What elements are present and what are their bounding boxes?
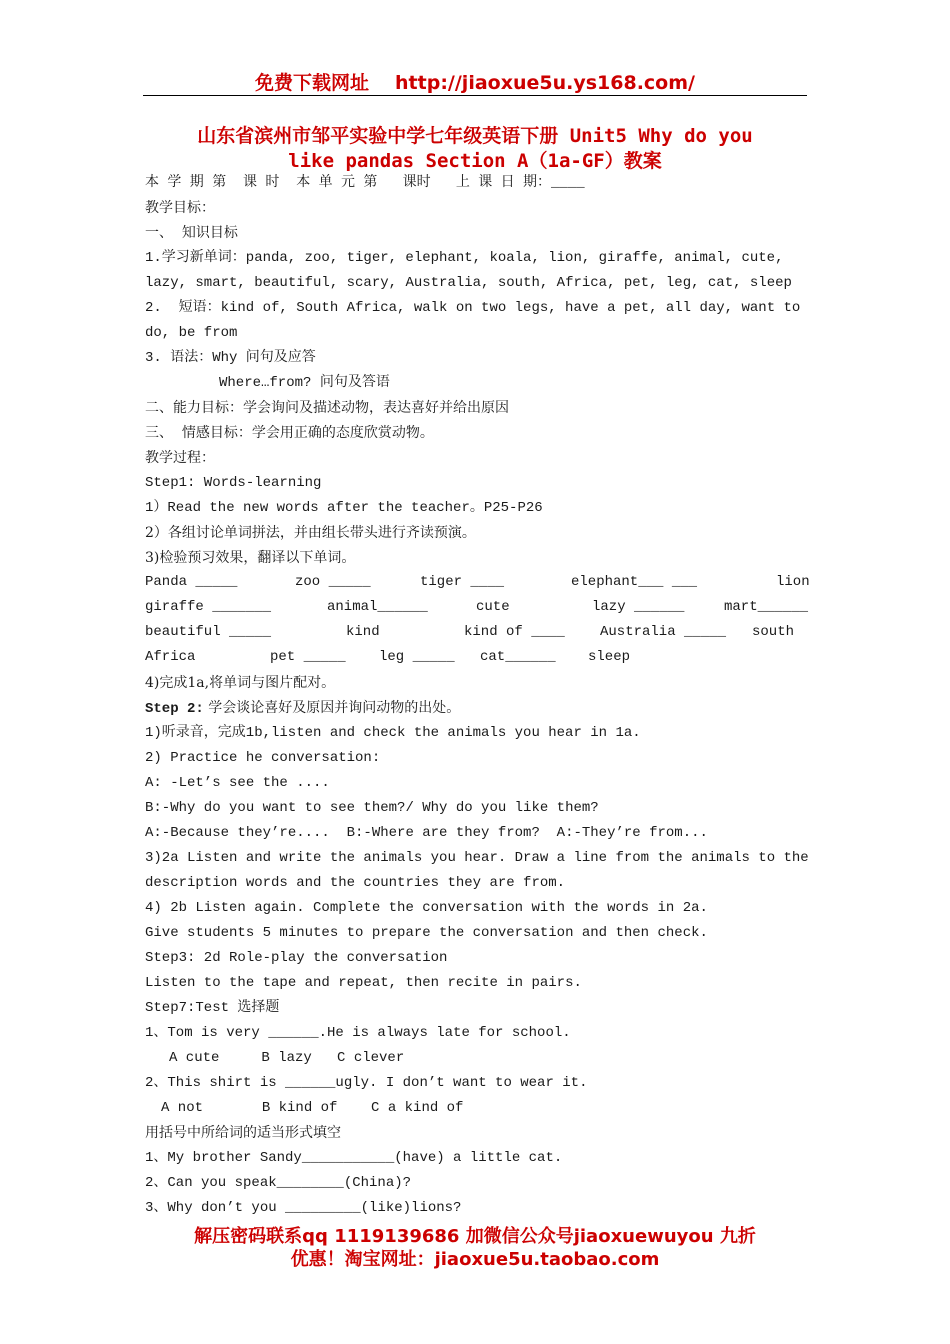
vocab-cell: tiger ____ <box>420 574 505 590</box>
doc-title-line2: like pandas Section A（1a-GF）教案 <box>288 150 662 172</box>
vocab-cell: south <box>752 624 795 640</box>
ability-goal: 二、能力目标：学会询问及描述动物，表达喜好并给出原因 <box>145 400 509 416</box>
download-header <box>0 68 950 95</box>
new-words-cont: lazy, smart, beautiful, scary, Australia, south, Africa, pet, leg, cat, sleep <box>145 275 792 291</box>
vocab-cell: mart______ <box>724 599 809 615</box>
step3-heading: Step3: 2d Role-play the conversation <box>145 950 448 966</box>
vocab-cell: Panda _____ <box>145 574 238 590</box>
vocab-cell: kind of ____ <box>464 624 565 640</box>
step1-item4: 4)完成1a,将单词与图片配对。 <box>145 675 336 691</box>
vocab-cell: zoo _____ <box>295 574 371 590</box>
test-q2-options: A not B kind of C a kind of <box>161 1100 464 1116</box>
vocab-cell: animal______ <box>327 599 428 615</box>
step3-desc: Listen to the tape and repeat, then recite in pairs. <box>145 975 582 991</box>
step2-desc: 学会谈论喜好及原因并询问动物的出处。 <box>203 700 461 716</box>
grammar-line: 3. 语法：Why 问句及应答 <box>145 350 316 366</box>
step2-label: Step 2: <box>145 701 204 717</box>
dialog-a2: A:-Because they’re.... B:-Where are they from? A:-They’re from... <box>145 825 708 841</box>
fill-q2: 2、Can you speak________(China)? <box>145 1175 412 1191</box>
section-heading-process: 教学过程： <box>145 450 215 466</box>
vocab-cell: lazy ______ <box>592 599 685 615</box>
test-q1: 1、Tom is very ______.He is always late for school. <box>145 1025 571 1041</box>
phrases-line: 2. 短语：kind of, South Africa, walk on two legs, have a pet, all day, want to <box>145 300 801 316</box>
vocab-cell: elephant___ ___ <box>571 574 698 590</box>
section-heading-goals: 教学目标： <box>145 200 215 216</box>
vocab-cell: sleep <box>588 649 631 665</box>
test-q2: 2、This shirt is ______ugly. I don’t want to wear it. <box>145 1075 588 1091</box>
vocab-cell: pet _____ <box>270 649 346 665</box>
phrases-cont: do, be from <box>145 325 238 341</box>
vocab-cell: leg _____ <box>379 649 455 665</box>
grammar-cont: Where…from? 问句及答语 <box>219 375 390 391</box>
vocab-cell: beautiful _____ <box>145 624 272 640</box>
fill-q1: 1、My brother Sandy___________(have) a little cat. <box>145 1150 563 1166</box>
knowledge-goal: 一、 知识目标 <box>145 225 238 241</box>
vocab-cell: giraffe _______ <box>145 599 272 615</box>
vocab-cell: Africa <box>145 649 196 665</box>
dialog-a1: A: -Let’s see the .... <box>145 775 330 791</box>
emotion-goal: 三、 情感目标：学会用正确的态度欣赏动物。 <box>145 425 434 441</box>
vocab-cell: kind <box>346 624 380 640</box>
header-divider <box>143 95 807 96</box>
footer-shop: 优惠！淘宝网址：jiaoxue5u.taobao.com <box>290 1249 660 1270</box>
step1-item3: 3)检验预习效果，翻译以下单词。 <box>145 550 356 566</box>
doc-title-line1: 山东省滨州市邹平实验中学七年级英语下册 Unit5 Why do you <box>197 125 753 147</box>
step7-heading: Step7:Test 选择题 <box>145 1000 280 1016</box>
footer-contact: 解压密码联系qq 1119139686 加微信公众号jiaoxuewuyou 九折 <box>194 1226 756 1247</box>
step1-item2: 2）各组讨论单词拼法，并由组长带头进行齐读预演。 <box>145 525 476 541</box>
download-url-link[interactable]: http://jiaoxue5u.ys168.com/ <box>395 72 695 94</box>
test-q1-options: A cute B lazy C clever <box>169 1050 405 1066</box>
schedule-line: 本 学 期 第 课 时 本 单 元 第 课时 上 课 日 期：____ <box>145 175 585 191</box>
dialog-b1: B:-Why do you want to see them?/ Why do you like them? <box>145 800 599 816</box>
step1-item1: 1）Read the new words after the teacher。P25-P26 <box>145 500 543 516</box>
vocab-cell: cat______ <box>480 649 556 665</box>
step2-item4-cont: Give students 5 minutes to prepare the conversation and then check. <box>145 925 708 941</box>
step2-item4: 4) 2b Listen again. Complete the conversation with the words in 2a. <box>145 900 708 916</box>
step1-heading: Step1: Words-learning <box>145 475 322 491</box>
step2-item3-cont: description words and the countries they are from. <box>145 875 566 891</box>
vocab-cell: cute <box>476 599 510 615</box>
new-words-line: 1.学习新单词：panda, zoo, tiger, elephant, koala, lion, giraffe, animal, cute, <box>145 250 784 266</box>
step2-item1: 1)听录音，完成1b,listen and check the animals you hear in 1a. <box>145 725 641 741</box>
step2-item2: 2) Practice he conversation: <box>145 750 381 766</box>
vocab-cell: Australia _____ <box>600 624 727 640</box>
step2-heading <box>145 698 460 719</box>
fill-q3: 3、Why don’t you _________(like)lions? <box>145 1200 462 1216</box>
fill-in-heading: 用括号中所给词的适当形式填空 <box>145 1125 341 1141</box>
vocab-cell: lion <box>776 574 810 590</box>
download-label: 免费下载网址 <box>255 72 370 94</box>
step2-item3: 3)2a Listen and write the animals you hear. Draw a line from the animals to the <box>145 850 809 866</box>
